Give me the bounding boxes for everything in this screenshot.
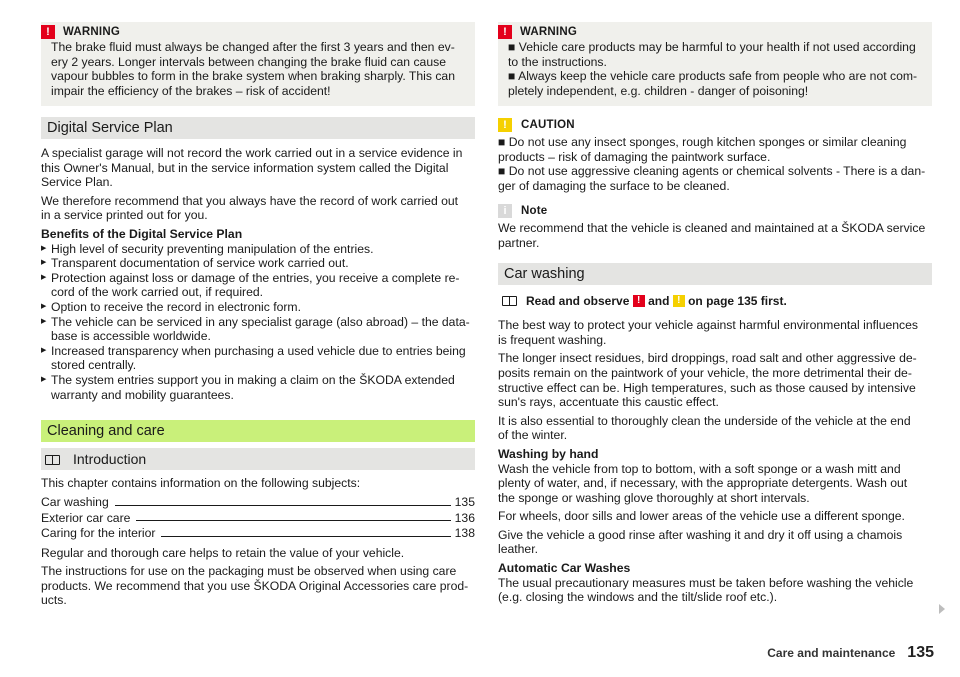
warning-text [51, 40, 465, 98]
list-item: ▶ The system entries support you in making a claim on the ŠKODA extended warranty and mobility guarantees. [41, 373, 475, 402]
read-and-observe-line: Read and observe ! and ! on page 135 first. [498, 294, 932, 309]
warning-line: ery 2 years. Longer intervals between changing the brake fluid can cause [51, 54, 446, 69]
list-item: ▶ Protection against loss or damage of the entries, you receive a complete re- cord of the work carried out, if required. [41, 271, 475, 300]
toc-entry-caring-for-interior[interactable]: Caring for the interior 138 [41, 526, 475, 541]
page-reference-link[interactable]: on page 135 first. [688, 293, 787, 308]
warning-line: impair the efficiency of the brakes – risk of accident! [51, 83, 331, 98]
washing-paragraph-2: The longer insect residues, bird droppings, road salt and other aggressive de- posits remain on the paintwork of your vehicle, the more detrimental their de- structive effect can be. High temperatures, such as those caused by intensive sun's rays, accentuate this caustic effect. [498, 351, 917, 410]
dsp-paragraph-2: We therefore recommend that you always have the record of work carried out in a service printed out for you. [41, 193, 459, 223]
caution-box [498, 117, 932, 193]
warning-line: vapour bubbles to form in the brake system when braking sharply. This can [51, 69, 455, 84]
warning-line: ■ Always keep the vehicle care products safe from people who are not com- [508, 69, 918, 84]
warning-line: pletely independent, e.g. children - danger of poisoning! [508, 83, 809, 98]
automatic-car-washes-text: The usual precautionary measures must be taken before washing the vehicle (e.g. closing the windows and the tilt/slide roof etc.). [498, 575, 914, 605]
warning-ref-icon[interactable]: ! [633, 295, 645, 307]
toc-list [41, 495, 475, 541]
left-column [41, 22, 475, 612]
caution-icon: ! [498, 118, 512, 132]
note-text: We recommend that the vehicle is cleaned and maintained at a ŠKODA service partner. [498, 221, 926, 250]
list-item: ▶ Increased transparency when purchasing a used vehicle due to entries being stored centrally. [41, 344, 475, 373]
warning-title: WARNING [520, 25, 577, 38]
book-icon [502, 295, 517, 306]
care-products-warning-box [498, 22, 932, 106]
warning-icon: ! [41, 25, 55, 39]
warning-line: to the instructions. [508, 54, 607, 69]
warning-icon: ! [498, 25, 512, 39]
washing-paragraph-5: Give the vehicle a good rinse after washing it and dry it off using a chamois leather. [498, 527, 903, 557]
care-paragraph-2: The instructions for use on the packaging must be observed when using care products. We recommend that you use ŠKODA Original Accessories care prod- ucts. [41, 564, 469, 608]
page-number: 135 [907, 644, 934, 661]
intro-text: This chapter contains information on the following subjects: [41, 476, 361, 491]
warning-text [508, 40, 922, 98]
book-icon [45, 454, 60, 465]
warning-title: WARNING [63, 25, 120, 38]
caution-ref-icon[interactable]: ! [673, 295, 685, 307]
dsp-paragraph-1: A specialist garage will not record the work carried out in a service evidence in this Owner's Manual, but in the service information system called the Digital Service Plan. [41, 146, 463, 190]
automatic-car-washes-title: Automatic Car Washes [498, 561, 631, 576]
washing-paragraph-4: For wheels, door sills and lower areas of the vehicle use a different sponge. [498, 509, 905, 524]
section-heading-cleaning-and-care: Cleaning and care [41, 420, 475, 442]
washing-by-hand-title: Washing by hand [498, 446, 599, 461]
benefits-title: Benefits of the Digital Service Plan [41, 226, 243, 241]
continue-arrow-icon [939, 604, 945, 614]
toc-entry-car-washing[interactable]: Car washing 135 [41, 495, 475, 510]
info-icon: i [498, 204, 512, 218]
list-item: ▶ Transparent documentation of service work carried out. [41, 256, 475, 271]
brake-fluid-warning-box [41, 22, 475, 106]
introduction-heading [41, 448, 475, 470]
note-title: Note [521, 205, 548, 218]
introduction-label: Introduction [73, 450, 147, 467]
section-heading-car-washing: Car washing [498, 263, 932, 285]
note-box [498, 203, 932, 250]
caution-text: ■ Do not use any insect sponges, rough kitchen sponges or similar cleaning products – risk of damaging the paintwork surface. ■ Do not use aggressive cleaning agents or chemical solvents - There is a dan- ger of damaging the surface to be cleaned. [498, 135, 926, 193]
right-column [498, 22, 932, 609]
warning-line: ■ Vehicle care products may be harmful to your health if not used according [508, 40, 916, 54]
toc-entry-exterior-car-care[interactable]: Exterior car care 136 [41, 510, 475, 525]
washing-paragraph-1: The best way to protect your vehicle against harmful environmental influences is frequent washing. [498, 318, 919, 347]
washing-by-hand-text: Wash the vehicle from top to bottom, with a soft sponge or a wash mitt and plenty of water, and, if necessary, with the appropriate detergents. Wash out the sponge or washing glove thoroughly at short intervals. [498, 461, 908, 505]
list-item: ▶ The vehicle can be serviced in any specialist garage (also abroad) – the data- base is accessible worldwide. [41, 315, 475, 344]
page-footer [767, 646, 934, 661]
benefits-list [41, 242, 475, 403]
washing-paragraph-3: It is also essential to thoroughly clean the underside of the vehicle at the end of the winter. [498, 413, 911, 443]
care-paragraph-1: Regular and thorough care helps to retain the value of your vehicle. [41, 545, 405, 560]
section-heading-digital-service-plan: Digital Service Plan [41, 117, 475, 139]
list-item: ▶ High level of security preventing manipulation of the entries. [41, 242, 475, 257]
caution-title: CAUTION [521, 118, 575, 131]
list-item: ▶ Option to receive the record in electronic form. [41, 300, 475, 315]
warning-line: The brake fluid must always be changed after the first 3 years and then ev- [51, 40, 455, 54]
footer-section-title: Care and maintenance [767, 646, 896, 660]
